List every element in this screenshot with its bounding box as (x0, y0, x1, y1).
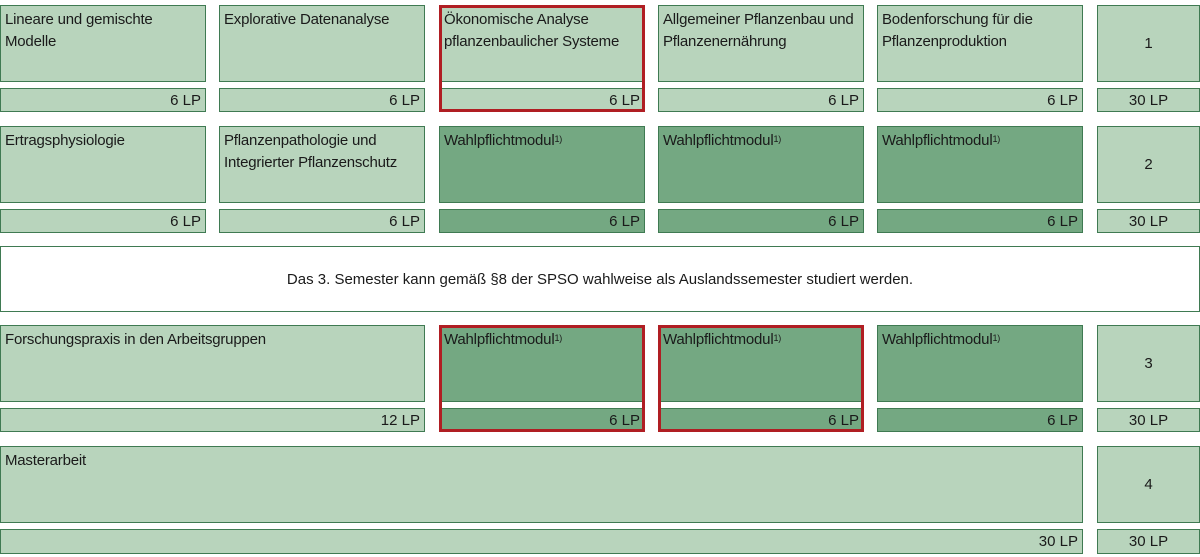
module-credits: 6 LP (439, 88, 645, 112)
semester-total-credits: 30 LP (1097, 529, 1200, 554)
module-credits: 6 LP (0, 88, 206, 112)
module-credits: 6 LP (219, 88, 425, 112)
module-title-text: Wahlpflichtmodul (882, 331, 993, 348)
module-credits: 6 LP (877, 88, 1083, 112)
module-title (882, 329, 1078, 351)
module-box (877, 5, 1083, 82)
module-credits: 6 LP (658, 408, 864, 432)
module-title (882, 130, 1078, 152)
module-title (663, 130, 859, 152)
module-title (5, 450, 1078, 472)
module-title (444, 329, 640, 351)
module-title-text: Lineare und gemischte Modelle (5, 11, 153, 50)
module-title-text: Wahlpflichtmodul (663, 331, 774, 348)
semester-total-credits: 30 LP (1097, 88, 1200, 112)
module-title (882, 9, 1078, 53)
elective-module-box (877, 126, 1083, 203)
semester-total-credits: 30 LP (1097, 408, 1200, 432)
module-title (5, 130, 201, 152)
module-title-text: Wahlpflichtmodul (882, 132, 993, 149)
exchange-semester-note (0, 246, 1200, 312)
elective-module-box (658, 325, 864, 402)
semester-total-credits: 30 LP (1097, 209, 1200, 233)
footnote-marker: 1) (773, 333, 782, 343)
module-title (224, 9, 420, 31)
module-title (224, 130, 420, 174)
elective-module-box (658, 126, 864, 203)
module-box (219, 126, 425, 203)
module-credits: 12 LP (0, 408, 425, 432)
module-title-text: Wahlpflichtmodul (663, 132, 774, 149)
module-credits: 6 LP (219, 209, 425, 233)
footnote-marker: 1) (554, 333, 563, 343)
module-title-text: Explorative Datenanalyse (224, 11, 390, 28)
module-title-text: Ertragsphysiologie (5, 132, 125, 149)
elective-module-box (439, 325, 645, 402)
module-title-text: Allgemeiner Pflanzenbau und Pflanzenernährung (663, 11, 854, 50)
module-box (0, 126, 206, 203)
semester-number-box: 3 (1097, 325, 1200, 402)
module-title-text: Forschungspraxis in den Arbeitsgruppen (5, 331, 266, 348)
module-credits: 6 LP (439, 408, 645, 432)
module-box (0, 446, 1083, 523)
module-title-text: Bodenforschung für die Pflanzenproduktion (882, 11, 1033, 50)
module-credits: 6 LP (439, 209, 645, 233)
module-title-text: Pflanzenpathologie und Integrierter Pflanzenschutz (224, 132, 398, 171)
footnote-marker: 1) (554, 134, 563, 144)
module-credits: 30 LP (0, 529, 1083, 554)
semester-number-box: 2 (1097, 126, 1200, 203)
footnote-marker: 1) (992, 134, 1001, 144)
module-credits: 6 LP (658, 209, 864, 233)
module-title (444, 130, 640, 152)
module-title-text: Masterarbeit (5, 452, 86, 469)
module-box (0, 5, 206, 82)
module-title (663, 9, 859, 53)
module-credits: 6 LP (0, 209, 206, 233)
module-box (0, 325, 425, 402)
module-box (219, 5, 425, 82)
elective-module-box (877, 325, 1083, 402)
module-title (5, 9, 201, 53)
module-title-text: Ökonomische Analyse pflanzenbaulicher Systeme (444, 11, 620, 50)
footnote-marker: 1) (773, 134, 782, 144)
module-title (663, 329, 859, 351)
module-credits: 6 LP (877, 408, 1083, 432)
exchange-semester-note-text: Das 3. Semester kann gemäß §8 der SPSO wahlweise als Auslandssemester studiert werden. (286, 270, 914, 288)
module-title (5, 329, 420, 351)
semester-number-box: 4 (1097, 446, 1200, 523)
module-credits: 6 LP (658, 88, 864, 112)
footnote-marker: 1) (992, 333, 1001, 343)
module-title-text: Wahlpflichtmodul (444, 132, 555, 149)
module-title-text: Wahlpflichtmodul (444, 331, 555, 348)
elective-module-box (439, 126, 645, 203)
module-box (439, 5, 645, 82)
module-title (444, 9, 640, 53)
module-credits: 6 LP (877, 209, 1083, 233)
module-box (658, 5, 864, 82)
semester-number-box: 1 (1097, 5, 1200, 82)
